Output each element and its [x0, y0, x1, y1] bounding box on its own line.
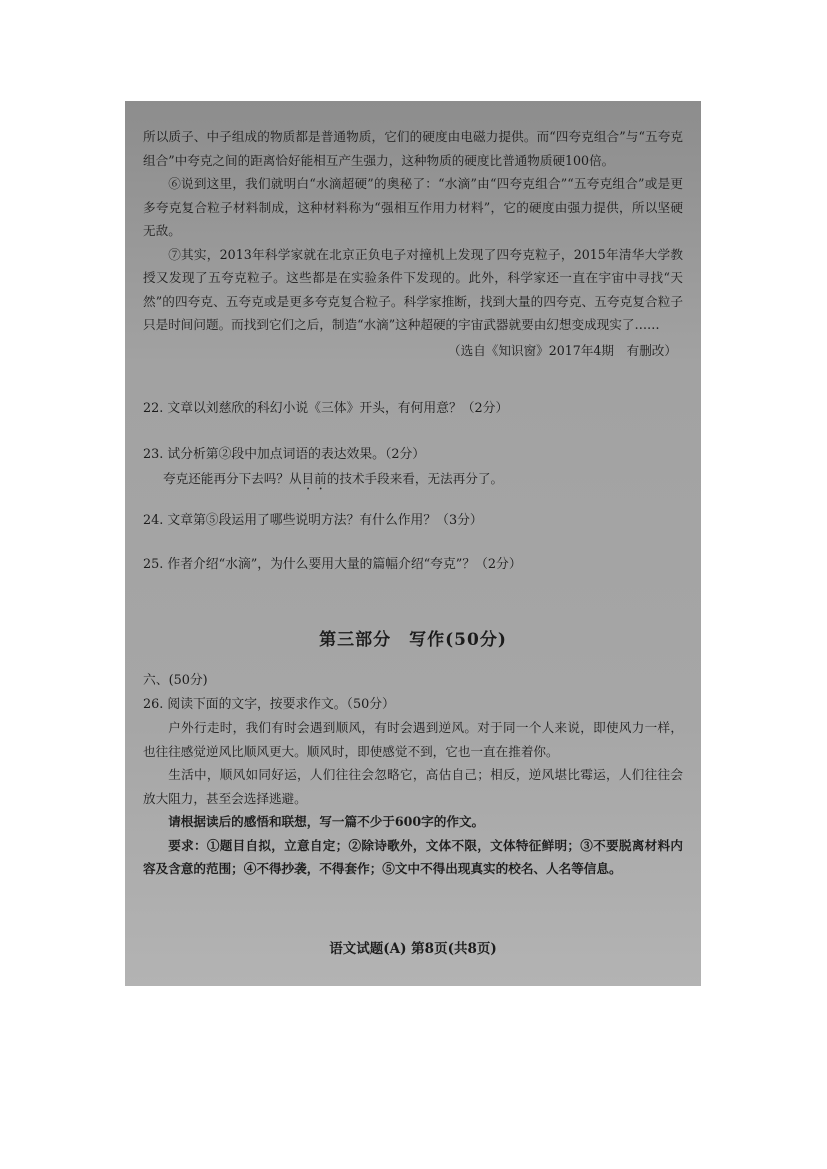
writing-section — [143, 669, 683, 881]
paragraph-7: ⑦其实，2013年科学家就在北京正负电子对撞机上发现了四夸克粒子，2015年清华大学教授又发现了五夸克粒子。这些都是在实验条件下发现的。此外，科学家还一直在宇宙中寻找“天然”的四夸克、五夸克或是更多夸克复合粒子。科学家推断，找到大量的四夸克、五夸克复合粒子只是时间问题。而找到它们之后，制造“水滴”这种超硬的宇宙武器就要由幻想变成现实了…… — [143, 246, 683, 332]
quote-part-b: 的技术手段来看，无法再分了。 — [326, 470, 504, 486]
question-23-block — [143, 443, 683, 493]
question-26: 26. 阅读下面的文字，按要求作文。（50分） — [143, 696, 395, 712]
section-heading: 第三部分 写作(50分) — [319, 630, 507, 650]
question-24: 24. 文章第⑤段运用了哪些说明方法？有什么作用？（3分） — [143, 513, 483, 528]
question-22: 22. 文章以刘慈欣的科幻小说《三体》开头，有何用意？（2分） — [143, 401, 509, 416]
writing-material-2: 生活中，顺风如同好运，人们往往会忽略它，高估自己；相反，逆风堪比霉运，人们往往会放大阻力，甚至会选择逃避。 — [143, 767, 683, 806]
dotted-words: 目前 — [301, 470, 327, 486]
page-footer: 语文试题(A) 第8页(共8页) — [329, 941, 497, 957]
writing-material-1: 户外行走时，我们有时会遇到顺风，有时会遇到逆风。对于同一个人来说，即使风力一样，也往往感觉逆风比顺风更大。顺风时，即使感觉不到，它也一直在推着你。 — [143, 720, 683, 759]
exam-page-photo — [125, 101, 701, 986]
quote-part-a: 夸克还能再分下去吗？从 — [163, 470, 302, 486]
writing-requirements: 要求：①题目自拟，立意自定；②除诗歌外，文体不限，文体特征鲜明；③不要脱离材料内容及含意的范围；④不得抄袭，不得套作；⑤文中不得出现真实的校名、人名等信息。 — [143, 837, 683, 876]
question-24-block — [143, 509, 683, 533]
reading-passage — [143, 125, 683, 362]
writing-instruction: 请根据读后的感悟和联想，写一篇不少于600字的作文。 — [168, 814, 485, 829]
paragraph-5-continued: 所以质子、中子组成的物质都是普通物质，它们的硬度由电磁力提供。而“四夸克组合”与“五夸克组合”中夸克之间的距离恰好能相互产生强力，这种物质的硬度比普通物质硬100倍。 — [143, 129, 683, 168]
question-22-block — [143, 397, 683, 421]
writing-part-label: 六、(50分) — [143, 673, 208, 688]
question-25-block — [143, 553, 683, 577]
paragraph-6: ⑥说到这里，我们就明白“水滴超硬”的奥秘了：“水滴”由“四夸克组合”“五夸克组合”或是更多夸克复合粒子材料制成，这种材料称为“强相互作用力材料”，它的硬度由强力提供，所以坚硬无敌。 — [143, 176, 683, 238]
question-25: 25. 作者介绍“水滴”，为什么要用大量的篇幅介绍“夸克”？（2分） — [143, 557, 522, 572]
question-23: 23. 试分析第②段中加点词语的表达效果。（2分） — [143, 447, 426, 462]
question-23-quote — [143, 467, 683, 493]
source-citation: （选自《知识窗》2017年4期 有删改） — [448, 342, 677, 358]
